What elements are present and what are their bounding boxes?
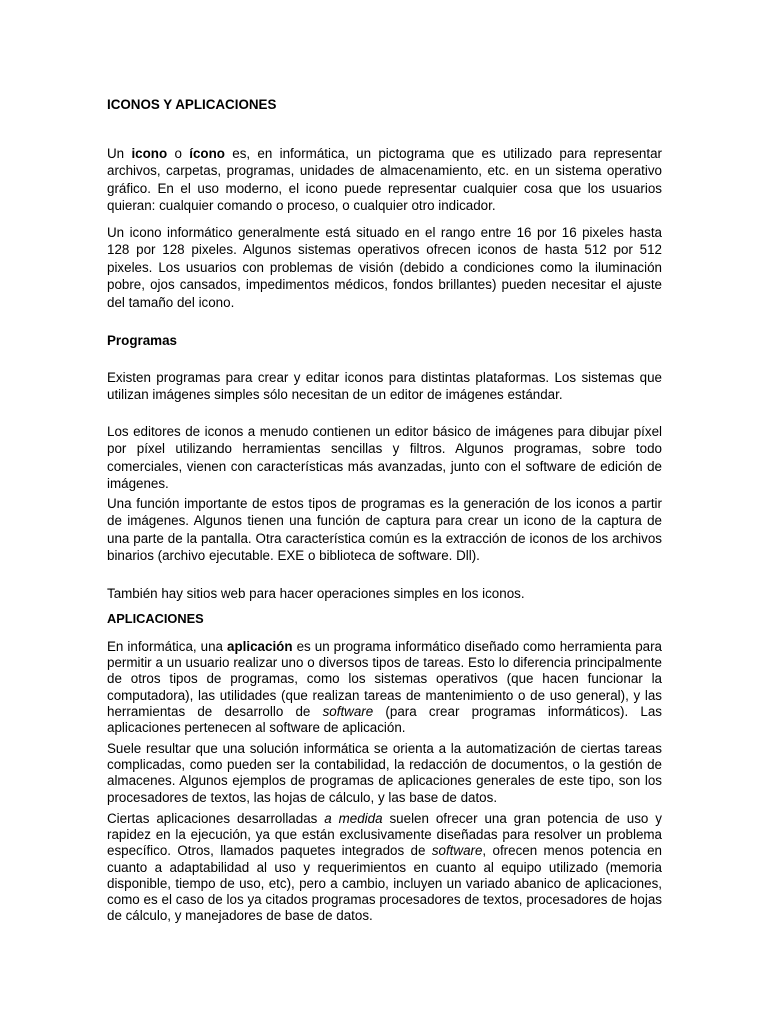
- aplicaciones-paragraph-1: [107, 639, 662, 736]
- intro-section: [107, 145, 662, 215]
- programas-block-3: [107, 495, 662, 565]
- term-aplicacion: aplicación: [227, 639, 293, 654]
- programas-heading: Programas: [107, 333, 177, 348]
- intro-p1-or: o: [167, 146, 190, 161]
- aplicaciones-p3-lead: Ciertas aplicaciones desarrolladas: [107, 811, 325, 826]
- intro-paragraph-1: [107, 145, 662, 215]
- aplicaciones-paragraph-2: Suele resultar que una solución informática se orienta a la automatización de ciertas tareas complicadas, como pueden ser la contabilidad, la redacción de documentos, o la gestión de almacenes. Algunos ejemplos de programas de aplicaciones generales de este tipo, son los procesadores de textos, las hojas de cálculo, y las base de datos.: [107, 741, 662, 805]
- term-a-medida: a medida: [324, 811, 383, 826]
- programas-paragraph-1: Existen programas para crear y editar iconos para distintas plataformas. Los sistemas que utilizan imágenes simples sólo necesitan de un editor de imágenes estándar.: [107, 370, 662, 403]
- term-icono: icono: [131, 146, 168, 161]
- programas-block-2: [107, 423, 662, 493]
- aplicaciones-p3-mid: suelen ofrecer una gran potencia de uso y rapidez en la ejecución, ya que están exclusivamente diseñadas para resolver un problema específico. Otros, llamados paquetes integrados de: [107, 811, 662, 859]
- term-software: software: [322, 703, 374, 719]
- aplicaciones-heading: APLICACIONES: [107, 611, 204, 626]
- programas-paragraph-3: Una función importante de estos tipos de programas es la generación de los iconos a partir de imágenes. Algunos tienen una función de captura para crear un icono de la captura de una parte de la pantalla. Otra característica común es la extracción de iconos de los archivos binarios (archivo ejecutable. EXE o biblioteca de software. Dll).: [107, 496, 662, 564]
- programas-block-4: [107, 585, 662, 602]
- aplicaciones-block-3: [107, 811, 662, 924]
- aplicaciones-p1-lead: En informática, una: [107, 639, 228, 654]
- programas-heading-block: [107, 333, 662, 348]
- intro-p1-rest: es, en informática, un pictograma que es utilizado para representar archivos, carpetas, programas, unidades de almacenamiento, etc. en un sistema operativo gráfico. En el uso moderno, el icono puede representar cualquier cosa que los usuarios quieran: cualquier comando o proceso, o cualquier otro indicador.: [107, 146, 662, 214]
- term-icono-accent: ícono: [189, 146, 225, 161]
- aplicaciones-block-2: [107, 741, 662, 806]
- programas-paragraph-4: También hay sitios web para hacer operaciones simples en los iconos.: [107, 586, 525, 601]
- document-title: ICONOS Y APLICACIONES: [107, 97, 277, 112]
- aplicaciones-heading-block: [107, 611, 662, 626]
- aplicaciones-p1-end: (para crear programas informáticos). Las aplicaciones pertenecen al software de aplicación.: [107, 703, 662, 736]
- programas-paragraph-2: Los editores de iconos a menudo contienen un editor básico de imágenes para dibujar píxel por píxel utilizando herramientas sencillas y filtros. Algunos programas, sobre todo comerciales, vienen con características más avanzadas, junto con el software de edición de imágenes.: [107, 424, 662, 492]
- programas-block-1: [107, 369, 662, 404]
- aplicaciones-p1-mid: es un programa informático diseñado como herramienta para permitir a un usuario realizar uno o diversos tipos de tareas. Esto lo diferencia principalmente de otros tipos de programas, como los sistemas operativos (que hacen funcionar la computadora), las utilidades (que realizan tareas de mantenimiento o de uso general), y las herramientas de desarrollo de: [107, 639, 663, 719]
- aplicaciones-paragraph-3: [107, 811, 662, 924]
- intro-block-2: [107, 224, 662, 311]
- document-page: [107, 0, 662, 1024]
- term-software-2: software: [431, 843, 483, 859]
- intro-p1-lead: Un: [107, 146, 132, 161]
- aplicaciones-p3-end: , ofrecen menos potencia en cuanto a adaptabilidad al uso y requerimientos en cuanto al equipo utilizado (memoria disponible, tiempo de uso, etc), pero a cambio, incluyen un variado abanico de aplicaciones, como es el caso de los ya citados programas procesadores de textos, procesadores de hojas de cálculo, y manejadores de base de datos.: [107, 843, 662, 924]
- intro-paragraph-2: Un icono informático generalmente está situado en el rango entre 16 por 16 pixeles hasta 128 por 128 pixeles. Algunos sistemas operativos ofrecen iconos de hasta 512 por 512 pixeles. Los usuarios con problemas de visión (debido a condiciones como la iluminación pobre, ojos cansados, impedimentos médicos, fondos brillantes) pueden necesitar el ajuste del tamaño del icono.: [107, 225, 662, 310]
- aplicaciones-block-1: [107, 639, 662, 736]
